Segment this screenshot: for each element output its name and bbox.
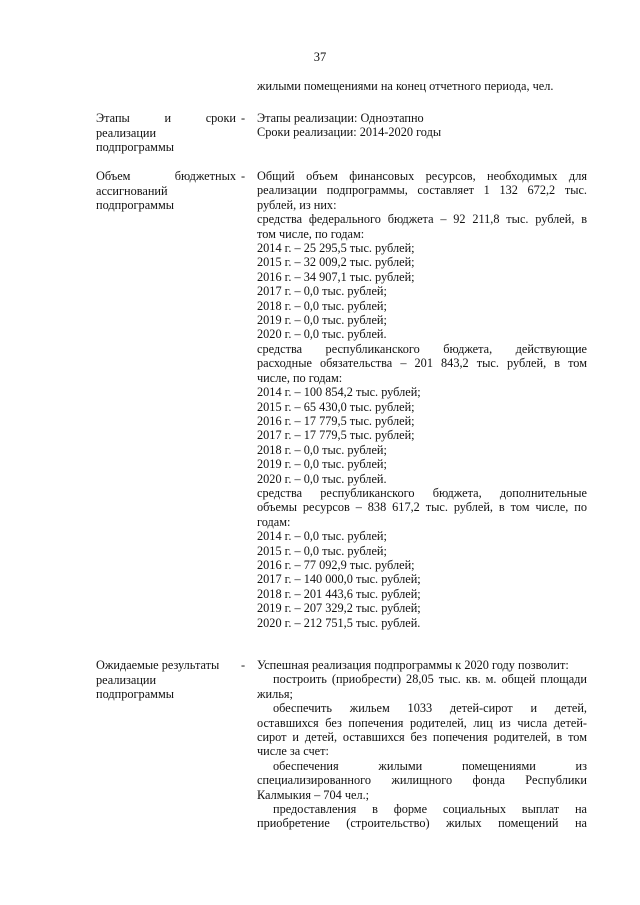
dash-separator: - [241, 111, 246, 125]
label-results: Ожидаемые результаты реализации подпрограммы [96, 658, 220, 701]
label-stages: Этапы и сроки реализации подпрограммы [96, 111, 236, 154]
dash-separator: - [241, 658, 246, 672]
content-stages: Этапы реализации: Одноэтапно Сроки реализации: 2014-2020 годы [257, 111, 442, 140]
label-budget: Объем бюджетных ассигнований подпрограммы [96, 169, 236, 212]
dash-separator: - [241, 169, 246, 183]
content-budget: Общий объем финансовых ресурсов, необходимых для реализации подпрограммы, составляет 1 132 672,2 тыс. рублей, из них: средства федерального бюджета – 92 211,8 тыс. рублей, в том числе, по годам: 2014 г. – 25 295,5 тыс. рублей; 2015 г. – 32 009,2 тыс. рублей; 2016 г. – 34 907,1 тыс. рублей; 2017 г. – 0,0 тыс. рублей; 2018 г. – 0,0 тыс. рублей; 2019 г. – 0,0 тыс. рублей; 2020 г. – 0,0 тыс. рублей. средства республиканского бюджета, действующие расходные обязательства – 201 843,2 тыс. рублей, в том числе, по годам: 2014 г. – 100 854,2 тыс. рублей; 2015 г. – 65 430,0 тыс. рублей; 2016 г. – 17 779,5 тыс. рублей; 2017 г. – 17 779,5 тыс. рублей; 2018 г. – 0,0 тыс. рублей; 2019 г. – 0,0 тыс. рублей; 2020 г. – 0,0 тыс. рублей. средства республиканского бюджета, дополнительные объемы ресурсов – 838 617,2 тыс. рублей, в том числе, по годам: 2014 г. – 0,0 тыс. рублей; 2015 г. – 0,0 тыс. рублей; 2016 г. – 77 092,9 тыс. рублей; 2017 г. – 140 000,0 тыс. рублей; 2018 г. – 201 443,6 тыс. рублей; 2019 г. – 207 329,2 тыс. рублей; 2020 г. – 212 751,5 тыс. рублей. [257, 169, 587, 630]
continuation-line: жилыми помещениями на конец отчетного периода, чел. [257, 79, 554, 93]
page-number: 37 [313, 50, 327, 64]
content-results: Успешная реализация подпрограммы к 2020 году позволит: построить (приобрести) 28,05 тыс. кв. м. общей площади жилья; обеспечить жильем 1033 детей-сирот и детей, оставшихся без попечения родителей, лиц из числа детей- сирот и детей, оставшихся без попечения родителей, в том числе за счет: обеспечения жилыми помещениями из специализированного жилищного фонда Республики Калмыкия – 704 чел.; предоставления в форме социальных выплат на приобретение (строительство) жилых помещений на [257, 658, 587, 831]
